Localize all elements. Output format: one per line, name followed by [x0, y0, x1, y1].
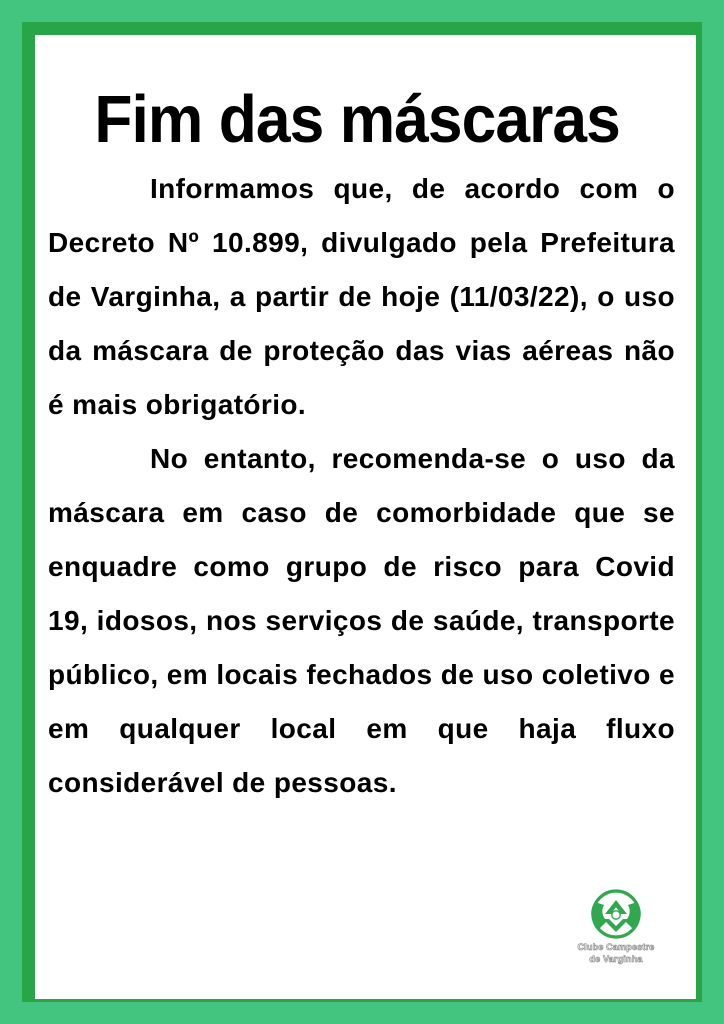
notice-title: Fim das máscaras	[94, 82, 620, 157]
notice-body	[48, 162, 675, 810]
notice-sheet	[35, 35, 696, 999]
notice-paragraph-2: No entanto, recomenda-se o uso da máscara em caso de comorbidade que se enquadre como grupo de risco para Covid 19, idosos, nos serviços de saúde, transporte público, em locais fechados de uso coletivo e em qualquer local em que haja fluxo considerável de pessoas.	[48, 443, 675, 798]
club-name-line-2: de Varginha	[589, 954, 643, 964]
club-name-line-1: Clube Campestre	[577, 942, 655, 952]
notice-paragraph-1: Informamos que, de acordo com o Decreto Nº 10.899, divulgado pela Prefeitura de Varginha, a partir de hoje (11/03/22), o uso da máscara de proteção das vias aéreas não é mais obrigatório.	[48, 173, 675, 420]
club-logo	[573, 888, 659, 968]
clube-campestre-emblem-icon	[581, 888, 651, 940]
